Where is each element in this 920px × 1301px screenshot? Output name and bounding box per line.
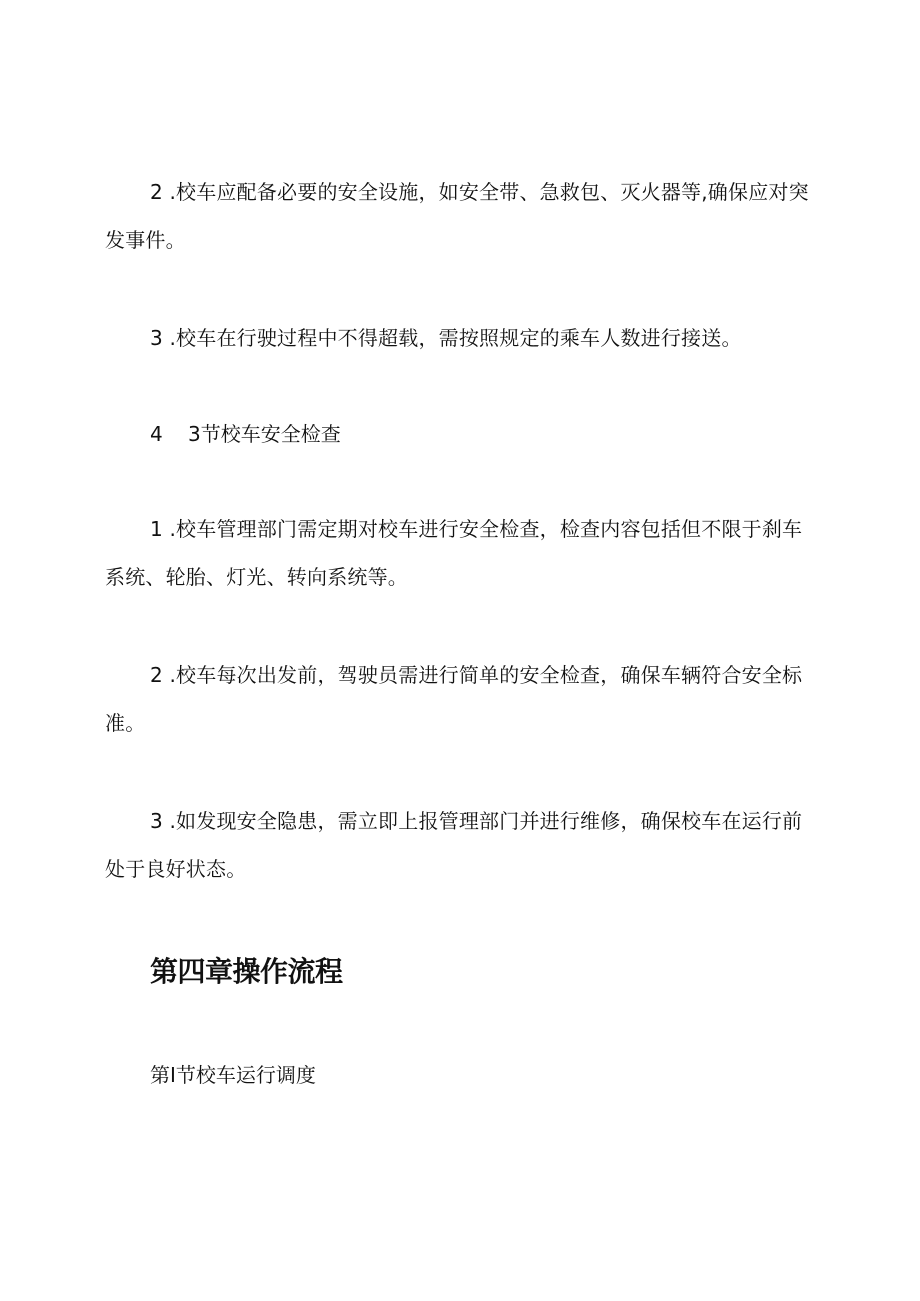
paragraph-no-overload: 3 .校车在行驶过程中不得超载，需按照规定的乘车人数进行接送。	[150, 326, 742, 350]
section-heading	[150, 420, 341, 448]
section-number: 4	[150, 422, 163, 446]
paragraph-report-hazards: 3 .如发现安全隐患，需立即上报管理部门并进行维修，确保校车在运行前处于良好状态。	[105, 809, 803, 881]
paragraph-regular-inspection: 1 .校车管理部门需定期对校车进行安全检查，检查内容包括但不限于刹车系统、轮胎、灯光、转向系统等。	[105, 517, 803, 589]
subsection-title: 第I节校车运行调度	[150, 1063, 316, 1087]
chapter-title: 第四章操作流程	[150, 955, 343, 988]
paragraph-pre-departure-check: 2 .校车每次出发前，驾驶员需进行简单的安全检查，确保车辆符合安全标准。	[105, 663, 803, 735]
section-title: 3节校车安全检查	[188, 422, 341, 446]
paragraph-safety-equipment: 2 .校车应配备必要的安全设施，如安全带、急救包、灭火器等,确保应对突发事件。	[105, 180, 809, 252]
